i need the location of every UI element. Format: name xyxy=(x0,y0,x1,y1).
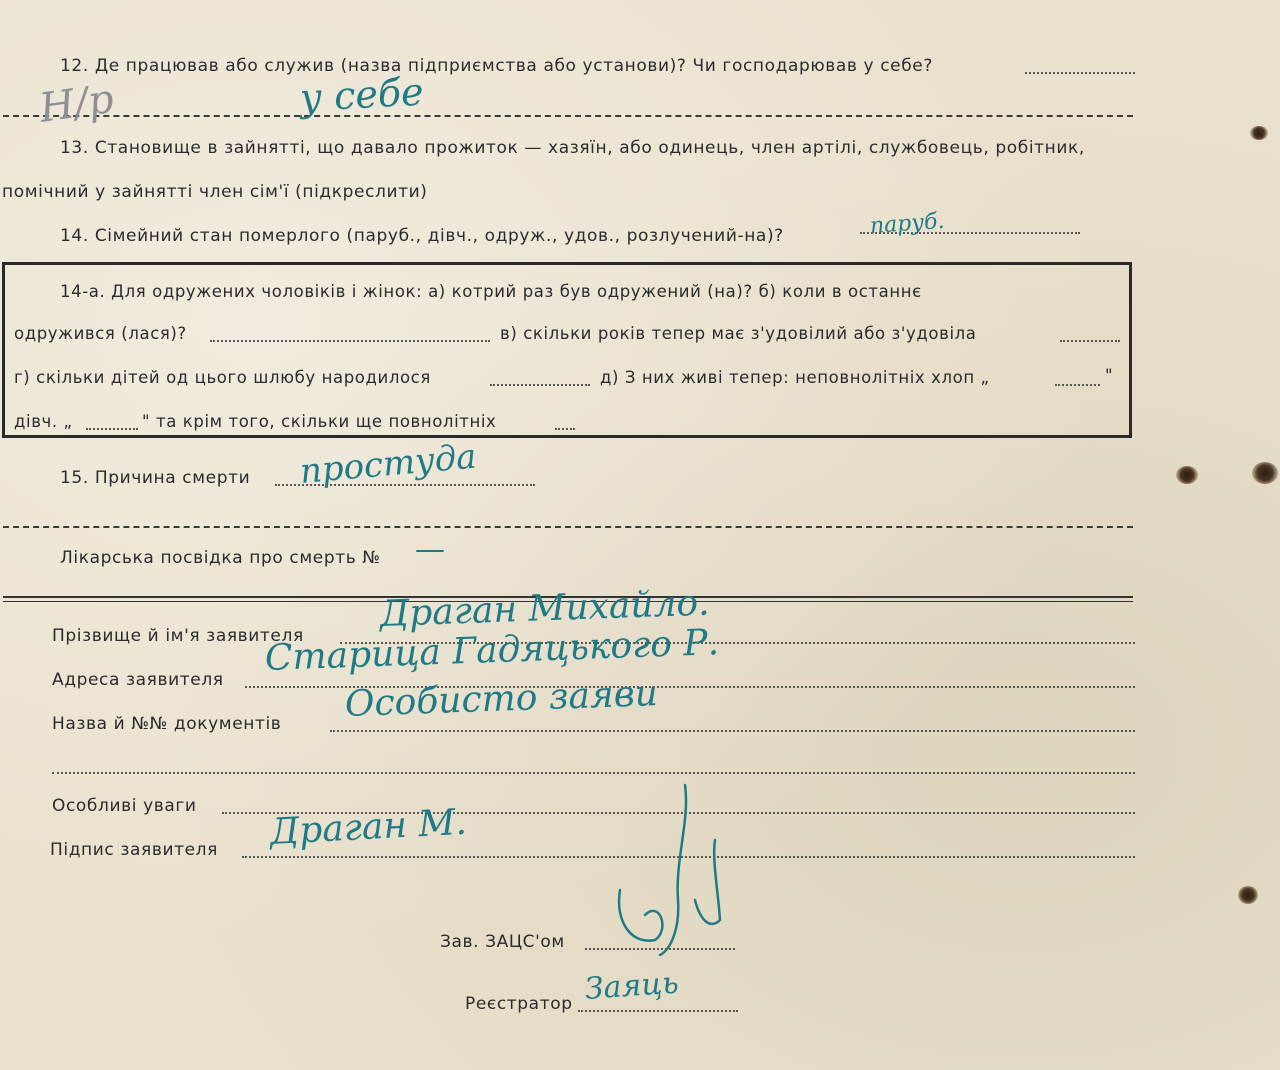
question-14a-line-2a: одружився (лася)? xyxy=(14,324,187,343)
q14-handwritten-answer: паруб. xyxy=(869,208,946,239)
q12-answer-line xyxy=(3,115,1133,117)
applicant-address-answer: Старица Гадяцького Р. xyxy=(264,622,720,679)
applicant-documents-line-2 xyxy=(52,772,1135,774)
q14a-married-fill-line xyxy=(210,340,490,342)
registrar-label: Реєстратор xyxy=(465,994,573,1014)
q12-handwritten-mark: Н/р xyxy=(36,75,117,132)
q14a-adults-fill-line xyxy=(555,428,575,430)
question-14a-line-4a: дівч. „ xyxy=(14,412,73,431)
head-of-office-label: Зав. ЗАЦС'ом xyxy=(440,932,565,952)
question-13-line-1: 13. Становище в зайнятті, що давало прожиток — хазяїн, або одинець, член артілі, службовець, робітник, xyxy=(60,138,1085,158)
punch-hole xyxy=(1250,126,1268,140)
registrar-line xyxy=(578,1010,738,1012)
q12-handwritten-answer: у себе xyxy=(298,69,425,120)
q14a-widowed-fill-line xyxy=(1060,340,1120,342)
question-14a-line-4b: " та крім того, скільки ще повнолітніх xyxy=(142,412,497,431)
head-of-office-signature xyxy=(600,780,740,1000)
question-14a-line-3a: г) скільки дітей од цього шлюбу народилося xyxy=(14,368,431,387)
q14a-boys-fill-line xyxy=(1055,384,1100,386)
applicant-documents-answer: Особисто заяви xyxy=(344,673,659,725)
punch-hole xyxy=(1252,462,1278,484)
question-14a-line-1: 14-а. Для одружених чоловіків і жінок: а) котрий раз був одружений (на)? б) коли в останнє xyxy=(60,282,922,301)
question-13-line-2: помічний у зайнятті член сім'ї (підкреслити) xyxy=(2,182,428,202)
q14a-children-fill-line xyxy=(490,384,590,386)
question-14a-line-3c: " xyxy=(1105,366,1114,385)
applicant-name-label: Прізвище й ім'я заявителя xyxy=(52,626,304,646)
q12-fill-line xyxy=(1025,72,1135,74)
q14a-girls-fill-line xyxy=(86,428,138,430)
question-15: 15. Причина смерти xyxy=(60,468,251,488)
applicant-documents-line xyxy=(330,730,1135,732)
q15-handwritten-answer: простуда xyxy=(298,436,479,492)
applicant-name-answer: Драган Михайло. xyxy=(379,582,711,635)
question-14: 14. Сімейний стан померлого (паруб., дівч., одруж., удов., розлучений-на)? xyxy=(60,226,784,246)
applicant-signature-answer: Драган М. xyxy=(268,801,468,853)
question-14a-line-2b: в) скільки років тепер має з'удовілий або з'удовіла xyxy=(500,324,977,343)
applicant-address-label: Адреса заявителя xyxy=(52,670,224,690)
applicant-documents-label: Назва й №№ документів xyxy=(52,714,282,734)
special-notes-label: Особливі уваги xyxy=(52,796,197,816)
registrar-signature: Заяць xyxy=(583,965,680,1007)
applicant-signature-label: Підпис заявителя xyxy=(50,840,218,860)
question-12: 12. Де працював або служив (назва підприємства або установи)? Чи господарював у себе? xyxy=(60,56,933,76)
punch-hole xyxy=(1238,886,1258,904)
question-14a-line-3b: д) З них живі тепер: неповнолітніх хлоп „ xyxy=(600,368,990,387)
medical-certificate-answer: — xyxy=(415,532,445,567)
q15-answer-line xyxy=(3,526,1133,528)
medical-certificate-label: Лікарська посвідка про смерть № xyxy=(60,548,381,568)
punch-hole xyxy=(1176,466,1198,484)
